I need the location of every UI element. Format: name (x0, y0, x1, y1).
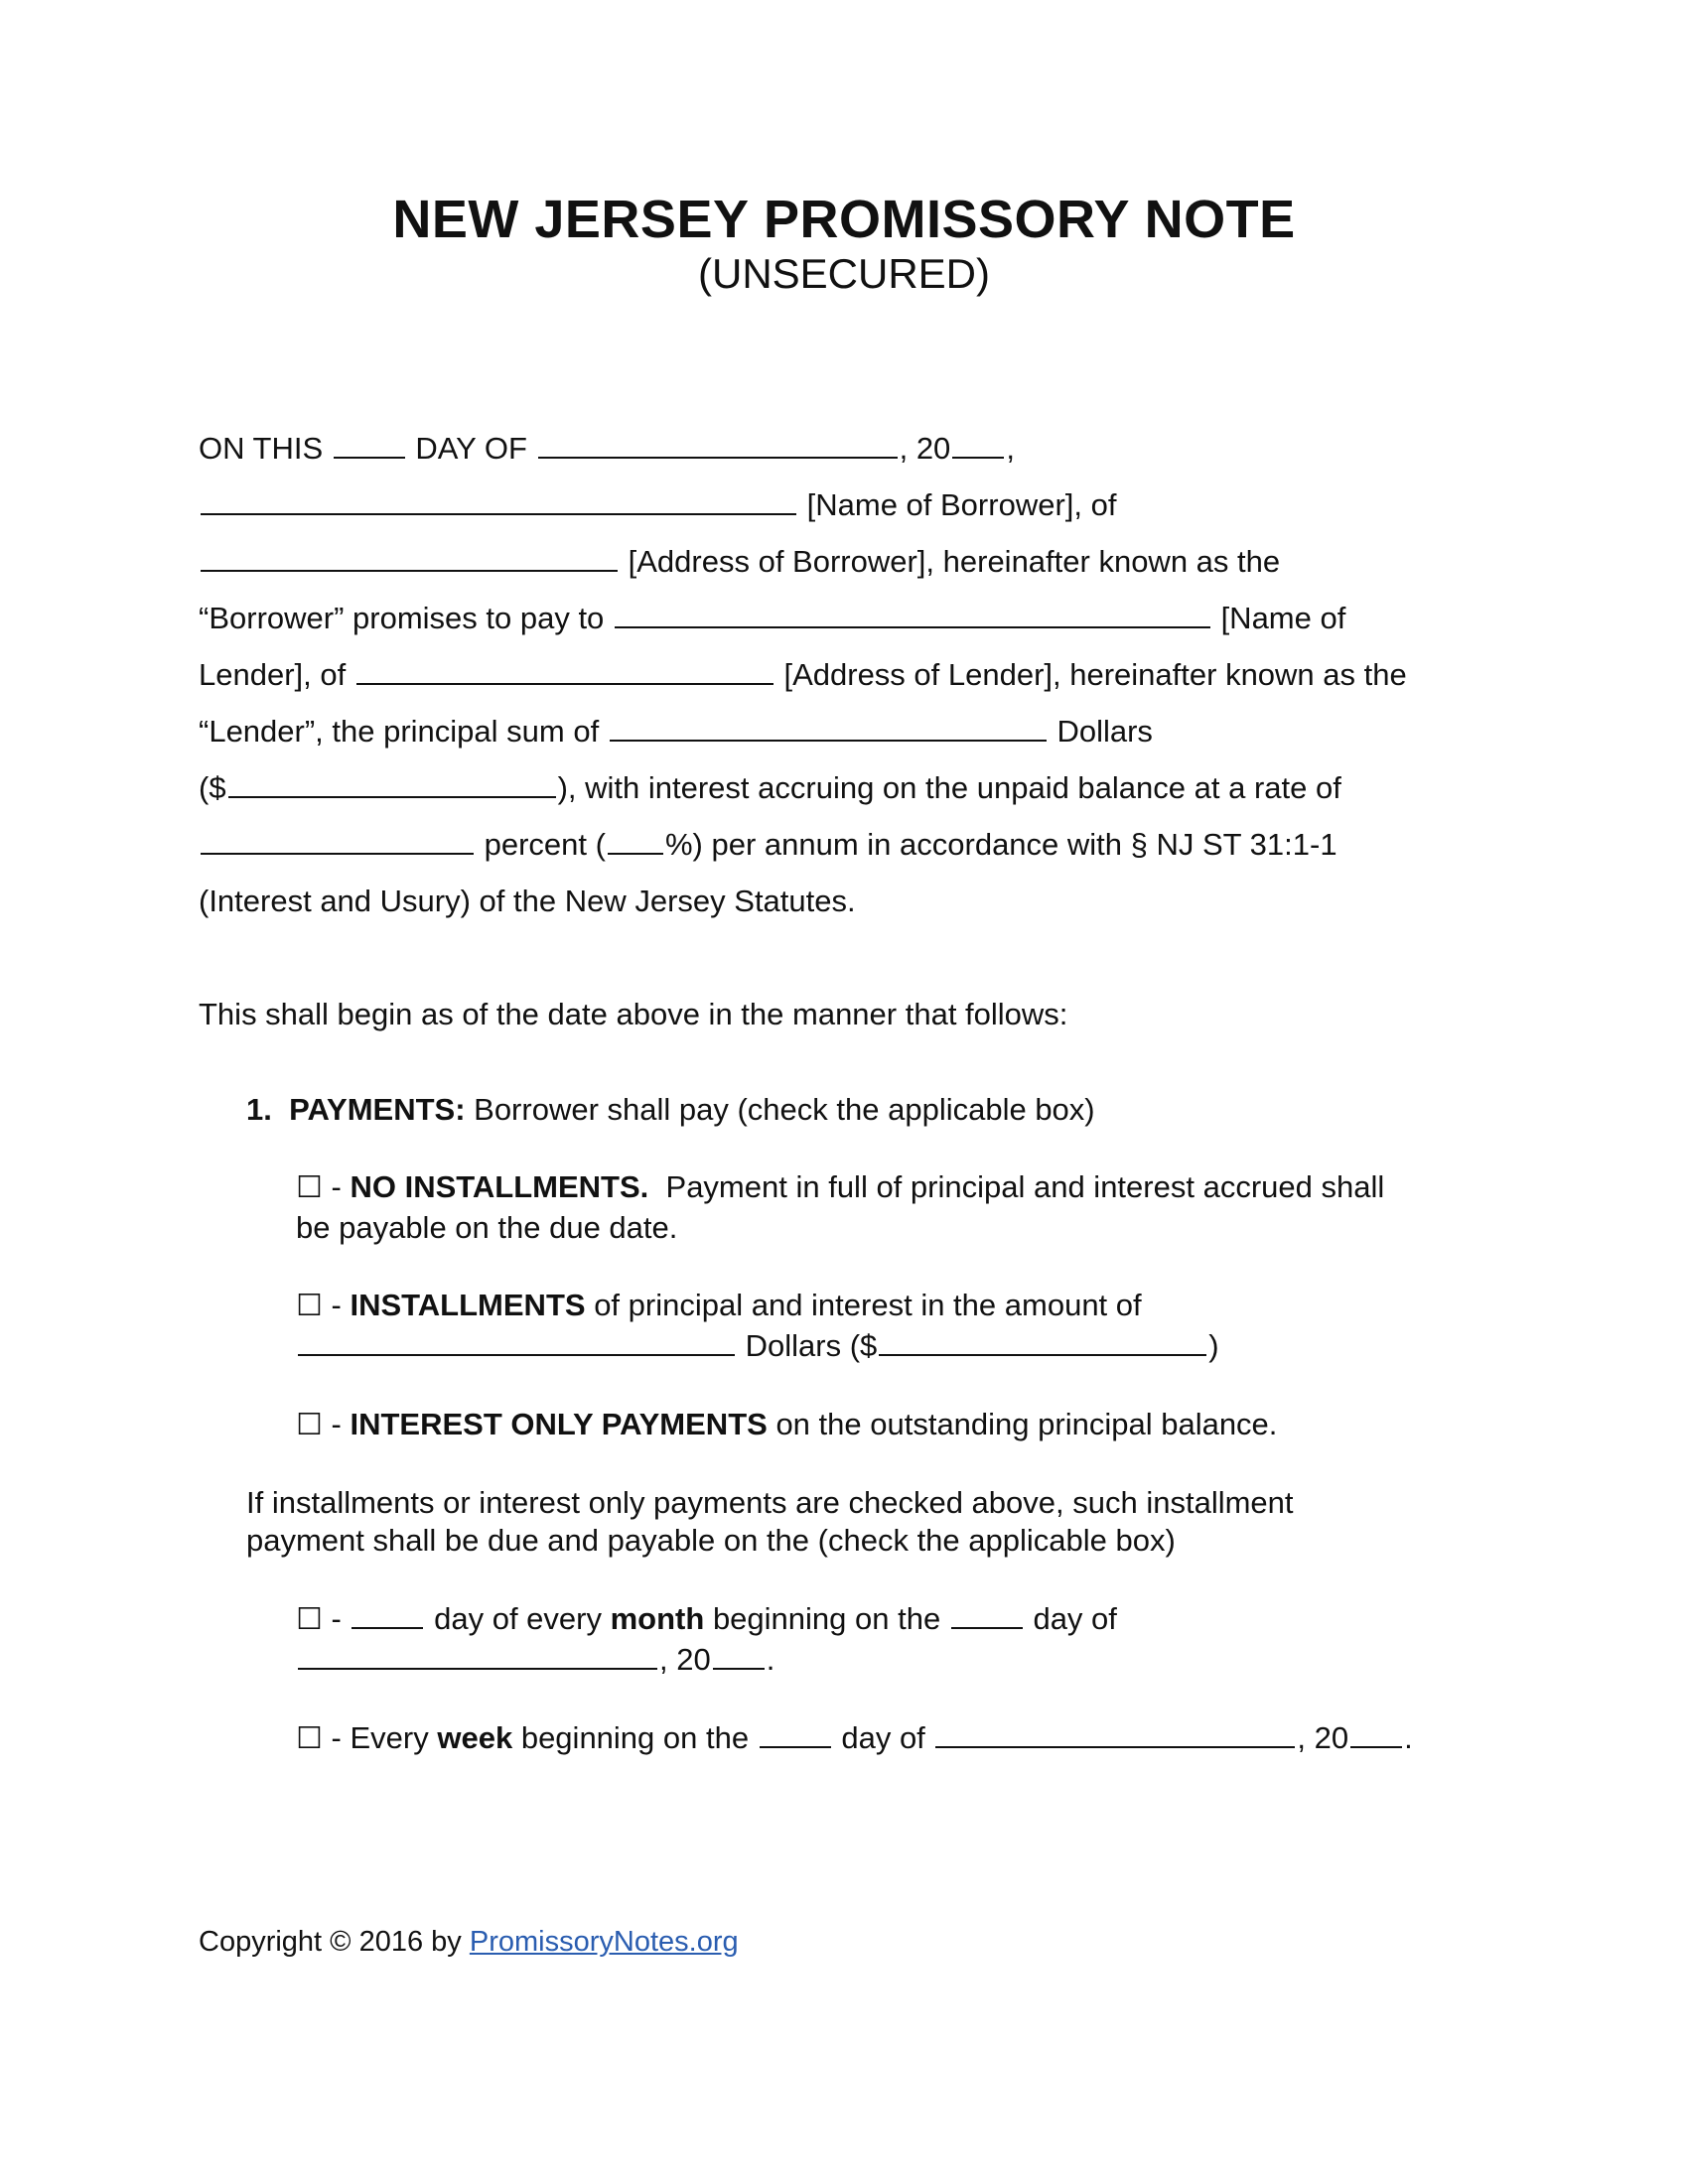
text-interest-usury: (Interest and Usury) of the New Jersey Statutes. (199, 884, 856, 918)
option-interest-only (296, 1407, 1277, 1442)
if-installments-l1: If installments or interest only payments are checked above, such installment (246, 1485, 1294, 1520)
weekly-text-b: beginning on the (520, 1720, 750, 1755)
installments-label: INSTALLMENTS (350, 1288, 586, 1322)
option-installments-l2 (296, 1328, 1219, 1364)
text-address-of-lender: [Address of Lender], hereinafter known as the (783, 657, 1407, 692)
installments-dollars: Dollars ($ (745, 1328, 878, 1363)
blank-principal-words[interactable] (610, 714, 1047, 742)
text-dollar-open: ($ (199, 770, 226, 805)
if-installments-l2: payment shall be due and payable on the (check the applicable box) (246, 1523, 1176, 1558)
text-20: , 20 (899, 431, 951, 466)
monthly-bold: month (610, 1601, 705, 1636)
copyright-line (199, 1926, 739, 1959)
monthly-text-a: day of every (434, 1601, 602, 1636)
intro-line-8 (199, 827, 1337, 863)
text-name-of-borrower: [Name of Borrower], of (806, 487, 1117, 522)
blank-week-start-year[interactable] (1350, 1720, 1402, 1748)
monthly-text-b: beginning on the (712, 1601, 941, 1636)
intro-line-6 (199, 714, 1153, 750)
blank-borrower-name[interactable] (201, 487, 796, 515)
checkbox-icon[interactable]: ☐ (296, 1170, 323, 1205)
document-title: NEW JERSEY PROMISSORY NOTE (392, 190, 1296, 249)
weekly-text-a: Every (350, 1720, 429, 1755)
begin-text: This shall begin as of the date above in the manner that follows: (199, 997, 1068, 1031)
option-no-installments (296, 1169, 1384, 1205)
intro-line-2 (199, 487, 1116, 523)
blank-month-start-year[interactable] (713, 1642, 765, 1670)
monthly-text-c: day of (1033, 1601, 1117, 1636)
copyright-text: Copyright © 2016 by (199, 1926, 462, 1958)
checkbox-icon[interactable]: ☐ (296, 1289, 323, 1323)
blank-month[interactable] (538, 431, 898, 459)
blank-day[interactable] (334, 431, 405, 459)
no-installments-text: Payment in full of principal and interest accrued shall (665, 1169, 1385, 1204)
monthly-20: , 20 (659, 1642, 711, 1677)
blank-rate-words[interactable] (201, 827, 474, 855)
interest-only-text: on the outstanding principal balance. (775, 1407, 1278, 1441)
installments-text: of principal and interest in the amount of (594, 1288, 1142, 1322)
checkbox-icon[interactable]: ☐ (296, 1408, 323, 1442)
blank-month-day[interactable] (352, 1601, 423, 1629)
dash: - (331, 1601, 342, 1636)
blank-month-start-month[interactable] (298, 1642, 657, 1670)
checkbox-icon[interactable]: ☐ (296, 1602, 323, 1637)
blank-rate-number[interactable] (608, 827, 663, 855)
weekly-text-c: day of (841, 1720, 925, 1755)
blank-principal-amount[interactable] (228, 770, 556, 798)
period: . (766, 1642, 775, 1677)
dash: - (331, 1288, 342, 1322)
document-subtitle: (UNSECURED) (698, 250, 990, 297)
weekly-bold: week (437, 1720, 513, 1755)
dash: - (331, 1169, 342, 1204)
payments-text: Borrower shall pay (check the applicable box) (474, 1092, 1095, 1127)
period: . (1404, 1720, 1413, 1755)
no-installments-text-2: be payable on the due date. (296, 1210, 678, 1245)
dash: - (331, 1720, 342, 1755)
text-principal-sum: “Lender”, the principal sum of (199, 714, 600, 749)
payments-heading: PAYMENTS: (289, 1092, 466, 1127)
text-address-of-borrower: [Address of Borrower], hereinafter known as the (628, 544, 1281, 579)
blank-lender-address[interactable] (356, 657, 774, 685)
option-monthly-l2 (296, 1642, 774, 1678)
checkbox-icon[interactable]: ☐ (296, 1721, 323, 1756)
intro-line-1 (199, 431, 1015, 467)
blank-borrower-address[interactable] (201, 544, 618, 572)
text-interest-accruing: ), with interest accruing on the unpaid balance at a rate of (557, 770, 1341, 805)
promissorynotes-link[interactable]: PromissoryNotes.org (469, 1926, 739, 1958)
payments-heading-line (246, 1092, 1095, 1128)
intro-line-9 (199, 884, 856, 919)
blank-lender-name[interactable] (615, 601, 1210, 628)
option-weekly (296, 1720, 1413, 1756)
text-borrower-promises: “Borrower” promises to pay to (199, 601, 605, 635)
text-per-annum: %) per annum in accordance with § NJ ST 31:1-1 (664, 827, 1337, 862)
blank-week-start-day[interactable] (760, 1720, 831, 1748)
weekly-20: , 20 (1297, 1720, 1349, 1755)
blank-installment-words[interactable] (298, 1328, 735, 1356)
option-monthly (296, 1601, 1117, 1637)
text-lender-of: Lender], of (199, 657, 347, 692)
text-on-this: ON THIS (199, 431, 324, 466)
blank-year[interactable] (952, 431, 1004, 459)
no-installments-label: NO INSTALLMENTS. (350, 1169, 649, 1204)
text-dollars: Dollars (1056, 714, 1153, 749)
option-installments (296, 1288, 1142, 1323)
interest-only-label: INTEREST ONLY PAYMENTS (350, 1407, 768, 1441)
text-comma: , (1006, 431, 1015, 466)
blank-month-start-day[interactable] (951, 1601, 1023, 1629)
intro-line-7 (199, 770, 1341, 806)
intro-line-3 (199, 544, 1280, 580)
option-no-installments-l2 (296, 1210, 677, 1246)
paren-close: ) (1208, 1328, 1219, 1363)
intro-line-4 (199, 601, 1345, 636)
blank-week-start-month[interactable] (935, 1720, 1295, 1748)
dash: - (331, 1407, 342, 1441)
text-name-of: [Name of (1220, 601, 1346, 635)
blank-installment-amount[interactable] (879, 1328, 1206, 1356)
text-percent-open: percent ( (484, 827, 606, 862)
intro-line-5 (199, 657, 1407, 693)
text-day-of: DAY OF (415, 431, 527, 466)
section-number: 1. (246, 1092, 272, 1127)
